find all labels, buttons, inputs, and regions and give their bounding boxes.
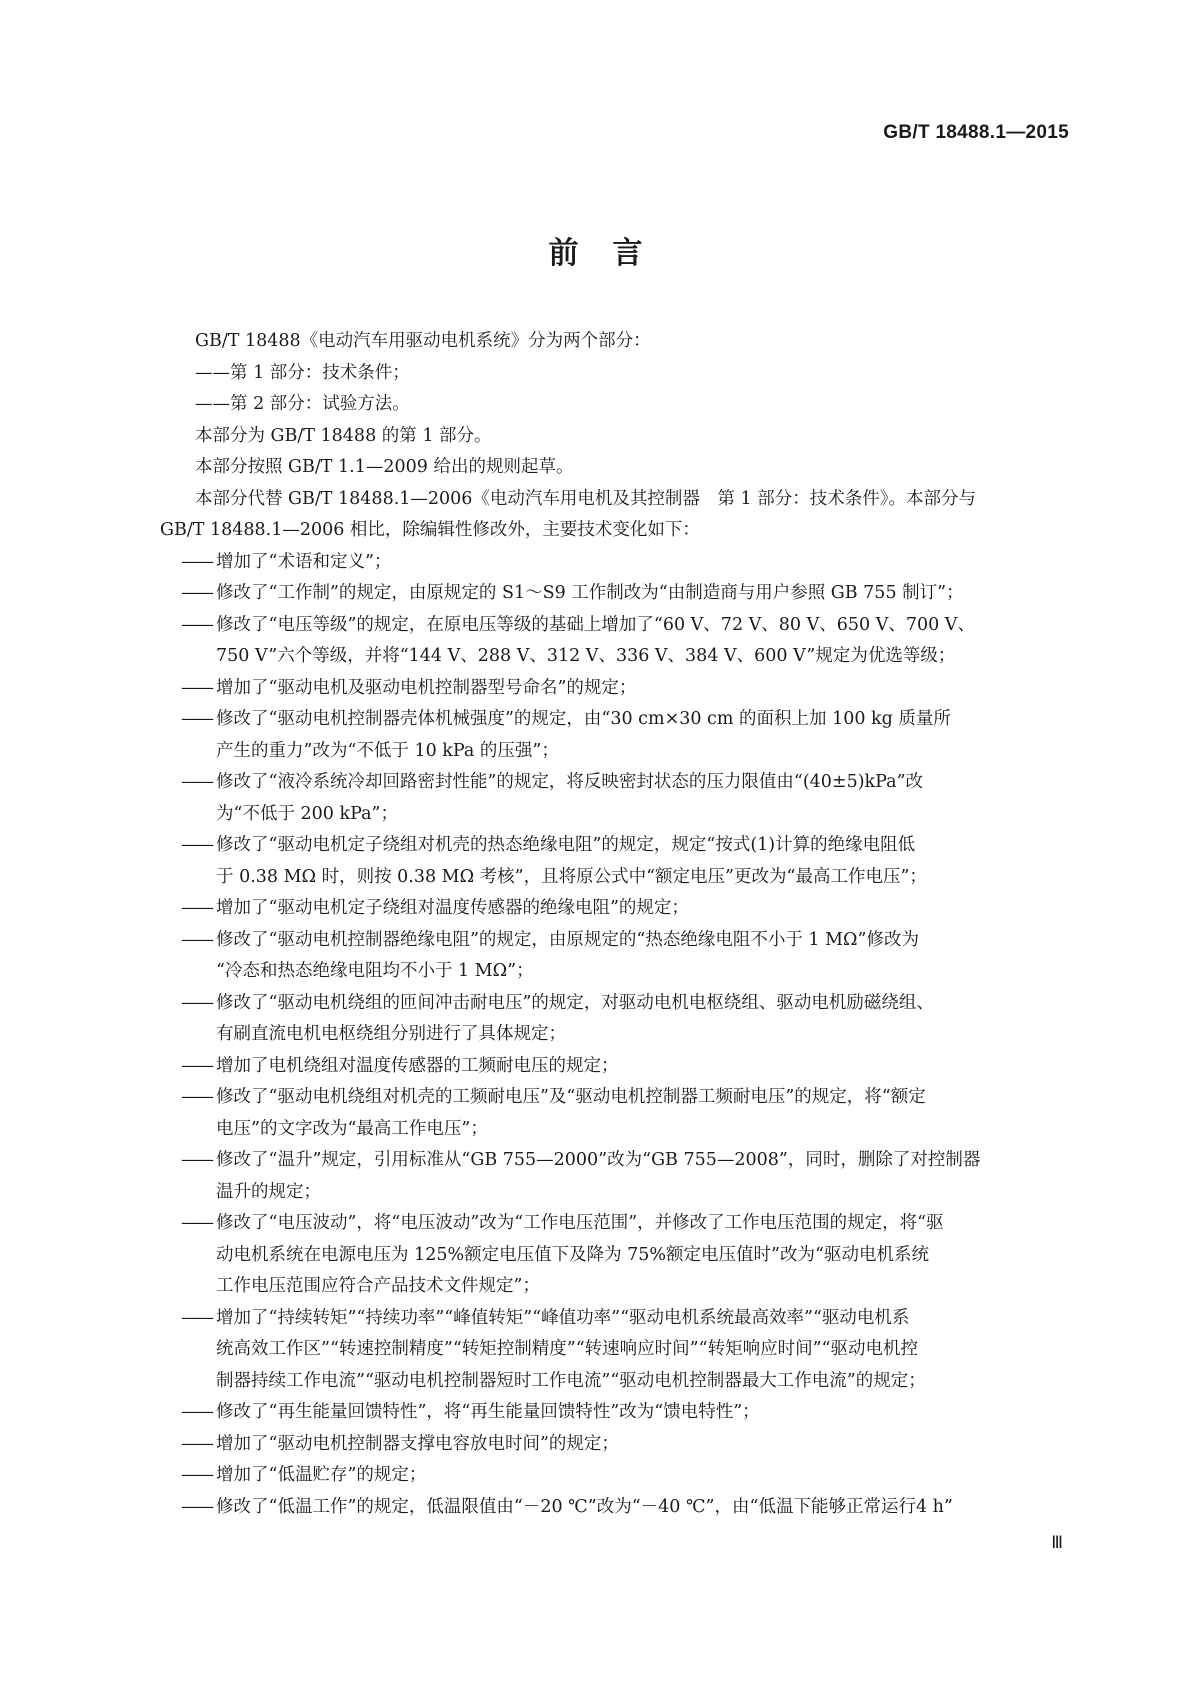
change-item-line: 有刷直流电机电枢绕组分别进行了具体规定； <box>216 1024 566 1044</box>
intro-paragraph: GB/T 18488《电动汽车用驱动电机系统》分为两个部分： <box>195 331 651 351</box>
part-list-item: ——第 1 部分：技术条件； <box>195 362 410 383</box>
change-item-line: “冷态和热态绝缘电阻均不小于 1 MΩ”； <box>216 961 534 981</box>
page-title: 前言 <box>548 236 677 271</box>
change-item-line: 750 V”六个等级，并将“144 V、288 V、312 V、336 V、384 V、600 V”规定为优选等级； <box>216 646 956 666</box>
dash-marker: —— <box>181 1307 212 1328</box>
dash-marker: —— <box>181 772 212 792</box>
replacement-paragraph-cont <box>160 515 1070 547</box>
change-item-line: 动电机系统在电源电压为 125%额定电压值下及降为 75%额定电压值时”改为“驱动电机系统 <box>216 1244 929 1265</box>
dash-marker: —— <box>181 1402 212 1422</box>
change-item <box>160 830 1070 893</box>
change-item <box>160 1051 1070 1083</box>
change-item <box>160 578 1070 610</box>
change-item-line: 增加了“低温贮存”的规定； <box>216 1465 427 1485</box>
change-item <box>160 673 1070 705</box>
standard-number: GB/T 18488.1—2015 <box>883 122 1069 143</box>
part-list-item: ——第 2 部分：试验方法。 <box>195 394 410 414</box>
document-body <box>160 326 1070 1523</box>
dash-marker: —— <box>181 677 212 698</box>
dash-marker: —— <box>181 614 212 635</box>
dash-marker: —— <box>181 551 212 572</box>
change-item-line: 增加了“持续转矩”“持续功率”“峰值转矩”“峰值功率”“驱动电机系统最高效率”“驱动电机系 <box>216 1307 910 1328</box>
dash-marker: —— <box>181 929 212 950</box>
dash-marker: —— <box>181 835 212 855</box>
change-item-line: 修改了“驱动电机绕组对机壳的工频耐电压”及“驱动电机控制器工频耐电压”的规定，将“额定 <box>216 1087 926 1107</box>
change-item <box>160 704 1070 767</box>
change-item <box>160 1397 1070 1429</box>
change-item <box>160 1145 1070 1208</box>
change-item-line: 统高效工作区”“转速控制精度”“转矩控制精度”“转速响应时间”“转矩响应时间”“驱动电机控 <box>216 1339 918 1359</box>
dash-marker: —— <box>181 1465 212 1485</box>
dash-marker: —— <box>181 1055 212 1076</box>
technical-changes-list <box>160 547 1070 1524</box>
change-item <box>160 1303 1070 1398</box>
change-item-line: 修改了“工作制”的规定，由原规定的 S1～S9 工作制改为“由制造商与用户参照 GB 755 制订”； <box>216 583 964 603</box>
change-item-line: 修改了“电压等级”的规定，在原电压等级的基础上增加了“60 V、72 V、80 V、650 V、700 V、 <box>216 614 975 635</box>
change-item-line: 工作电压范围应符合产品技术文件规定”； <box>216 1276 540 1296</box>
change-item-line: 于 0.38 MΩ 时，则按 0.38 MΩ 考核”，且将原公式中“额定电压”更改为“最高工作电压”； <box>216 866 927 887</box>
change-item-line: 修改了“驱动电机控制器壳体机械强度”的规定，由“30 cm×30 cm 的面积上加 100 kg 质量所 <box>216 709 951 729</box>
change-item-line: 增加了“驱动电机定子绕组对温度传感器的绝缘电阻”的规定； <box>216 898 689 918</box>
change-item-line: 增加了“术语和定义”； <box>216 551 392 572</box>
change-item-line: 修改了“驱动电机绕组的匝间冲击耐电压”的规定，对驱动电机电枢绕组、驱动电机励磁绕组、 <box>216 992 934 1013</box>
page-number: Ⅲ <box>1051 1533 1063 1552</box>
dash-marker: —— <box>181 992 212 1013</box>
change-item <box>160 767 1070 830</box>
dash-marker: —— <box>181 583 212 603</box>
change-item <box>160 1460 1070 1492</box>
change-item <box>160 547 1070 579</box>
intro-paragraph: 本部分按照 GB/T 1.1—2009 给出的规则起草。 <box>195 457 574 477</box>
change-item-line: 温升的规定； <box>216 1181 321 1202</box>
change-item <box>160 925 1070 988</box>
change-item <box>160 1082 1070 1145</box>
change-item-line: 修改了“温升”规定，引用标准从“GB 755—2000”改为“GB 755—2008”，同时，删除了对控制器 <box>216 1150 981 1170</box>
change-item-line: 增加了“驱动电机及驱动电机控制器型号命名”的规定； <box>216 677 637 698</box>
change-item <box>160 1429 1070 1461</box>
dash-marker: —— <box>181 709 212 729</box>
change-item-line: 为“不低于 200 kPa”； <box>216 803 398 824</box>
change-item-line: 电压”的文字改为“最高工作电压”； <box>216 1118 488 1139</box>
change-item <box>160 610 1070 673</box>
replacement-line: GB/T 18488.1—2006 相比，除编辑性修改外，主要技术变化如下： <box>160 520 700 540</box>
change-item-line: 修改了“驱动电机定子绕组对机壳的热态绝缘电阻”的规定，规定“按式(1)计算的绝缘电阻低 <box>216 835 916 855</box>
dash-marker: —— <box>181 898 212 918</box>
dash-marker: —— <box>181 1496 212 1517</box>
change-item-line: 修改了“低温工作”的规定，低温限值由“－20 ℃”改为“－40 ℃”，由“低温下能够正常运行4 h” <box>216 1496 953 1517</box>
change-item-line: 产生的重力”改为“不低于 10 kPa 的压强”； <box>216 740 559 761</box>
change-item-line: 制器持续工作电流”“驱动电机控制器短时工作电流”“驱动电机控制器最大工作电流”的规定； <box>216 1370 926 1391</box>
change-item <box>160 893 1070 925</box>
replacement-paragraph <box>160 484 1070 516</box>
change-item-line: 修改了“驱动电机控制器绝缘电阻”的规定，由原规定的“热态绝缘电阻不小于 1 MΩ”修改为 <box>216 929 919 950</box>
replacement-line: 本部分代替 GB/T 18488.1—2006《电动汽车用电机及其控制器 第 1 部分：技术条件》。本部分与 <box>195 488 976 509</box>
change-item-line: 增加了电机绕组对温度传感器的工频耐电压的规定； <box>216 1055 619 1076</box>
change-item-line: 增加了“驱动电机控制器支撑电容放电时间”的规定； <box>216 1433 619 1454</box>
change-item <box>160 988 1070 1051</box>
dash-marker: —— <box>181 1087 212 1107</box>
change-item-line: 修改了“液冷系统冷却回路密封性能”的规定，将反映密封状态的压力限值由“(40±5)kPa”改 <box>216 772 924 792</box>
dash-marker: —— <box>181 1213 212 1233</box>
intro-paragraph: 本部分为 GB/T 18488 的第 1 部分。 <box>195 425 492 446</box>
change-item-line: 修改了“再生能量回馈特性”，将“再生能量回馈特性”改为“馈电特性”； <box>216 1402 760 1422</box>
change-item <box>160 1492 1070 1524</box>
dash-marker: —— <box>181 1150 212 1170</box>
dash-marker: —— <box>181 1433 212 1454</box>
change-item-line: 修改了“电压波动”，将“电压波动”改为“工作电压范围”，并修改了工作电压范围的规定，将“驱 <box>216 1213 944 1233</box>
change-item <box>160 1208 1070 1303</box>
